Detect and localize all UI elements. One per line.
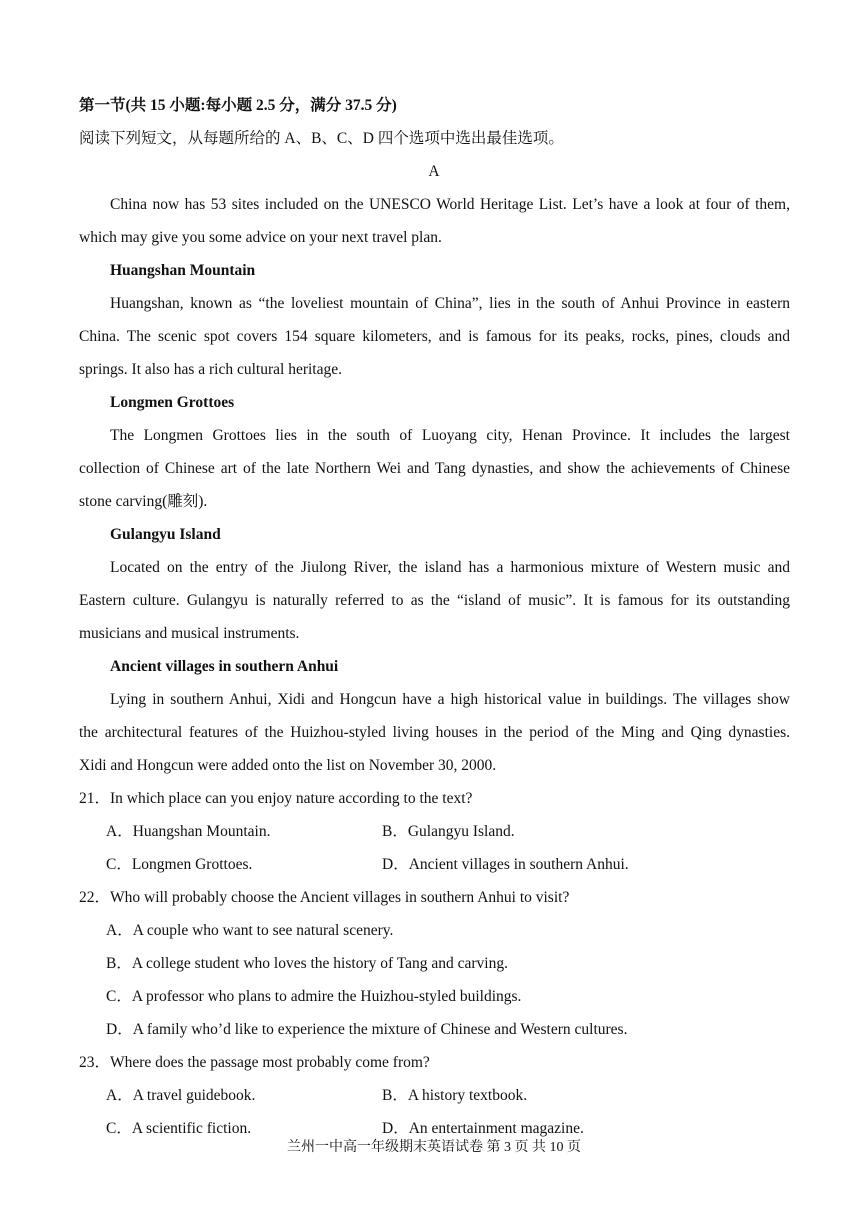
paragraph-line: The Longmen Grottoes lies in the south of Luoyang city, Henan Province. It includes the largest — [110, 427, 790, 444]
section-title-longmen: Longmen Grottoes — [110, 394, 235, 411]
paragraph-line: stone carving(雕刻). — [79, 493, 208, 510]
paragraph-line: musicians and musical instruments. — [79, 625, 300, 642]
section-title-huangshan: Huangshan Mountain — [110, 262, 256, 279]
question-22-option-a: A．A couple who want to see natural scenery. — [106, 922, 394, 939]
intro-line: China now has 53 sites included on the UNESCO World Heritage List. Let’s have a look at four of them, — [110, 196, 790, 213]
question-22-option-c: C．A professor who plans to admire the Huizhou-styled buildings. — [106, 988, 522, 1005]
section-title-ancient-villages: Ancient villages in southern Anhui — [110, 658, 339, 675]
question-21-option-d: D．Ancient villages in southern Anhui. — [382, 856, 629, 873]
question-21-option-c: C．Longmen Grottoes. — [106, 856, 253, 873]
paragraph-line: the architectural features of the Huizhou-styled living houses in the period of the Ming and Qing dynasties. — [79, 724, 790, 741]
question-23-stem: 23．Where does the passage most probably come from? — [79, 1054, 430, 1071]
paragraph-line: Lying in southern Anhui, Xidi and Hongcun have a high historical value in buildings. The villages show — [110, 691, 790, 708]
question-21-option-b: B．Gulangyu Island. — [382, 823, 515, 840]
question-22-option-b: B．A college student who loves the history of Tang and carving. — [106, 955, 508, 972]
paragraph-line: Eastern culture. Gulangyu is naturally referred to as the “island of music”. It is famous for its outstanding — [79, 592, 790, 609]
paragraph-line: China. The scenic spot covers 154 square kilometers, and is famous for its peaks, rocks, pines, clouds and — [79, 328, 790, 345]
paragraph-line: Huangshan, known as “the loveliest mountain of China”, lies in the south of Anhui Province in eastern — [110, 295, 790, 312]
instruction: 阅读下列短文，从每题所给的 A、B、C、D 四个选项中选出最佳选项。 — [79, 130, 564, 147]
question-21-option-a: A．Huangshan Mountain. — [106, 823, 271, 840]
intro-line: which may give you some advice on your next travel plan. — [79, 229, 442, 246]
passage-letter: A — [428, 163, 440, 180]
paragraph-line: springs. It also has a rich cultural heritage. — [79, 361, 342, 378]
section-title-gulangyu: Gulangyu Island — [110, 526, 221, 543]
question-23-option-c: C．A scientific fiction. — [106, 1120, 252, 1137]
question-22-stem: 22．Who will probably choose the Ancient villages in southern Anhui to visit? — [79, 889, 570, 906]
question-22-option-d: D．A family who’d like to experience the mixture of Chinese and Western cultures. — [106, 1021, 628, 1038]
page-footer: 兰州一中高一年级期末英语试卷 第 3 页 共 10 页 — [287, 1140, 581, 1155]
paragraph-line: collection of Chinese art of the late Northern Wei and Tang dynasties, and show the achievements of Chinese — [79, 460, 790, 477]
question-23-option-b: B．A history textbook. — [382, 1087, 528, 1104]
question-23-option-d: D．An entertainment magazine. — [382, 1120, 584, 1137]
section-header: 第一节(共 15 小题:每小题 2.5 分，满分 37.5 分) — [79, 97, 397, 114]
question-23-option-a: A．A travel guidebook. — [106, 1087, 256, 1104]
paragraph-line: Located on the entry of the Jiulong River, the island has a harmonious mixture of Western music and — [110, 559, 790, 576]
question-21-stem: 21．In which place can you enjoy nature according to the text? — [79, 790, 473, 807]
paragraph-line: Xidi and Hongcun were added onto the list on November 30, 2000. — [79, 757, 497, 774]
